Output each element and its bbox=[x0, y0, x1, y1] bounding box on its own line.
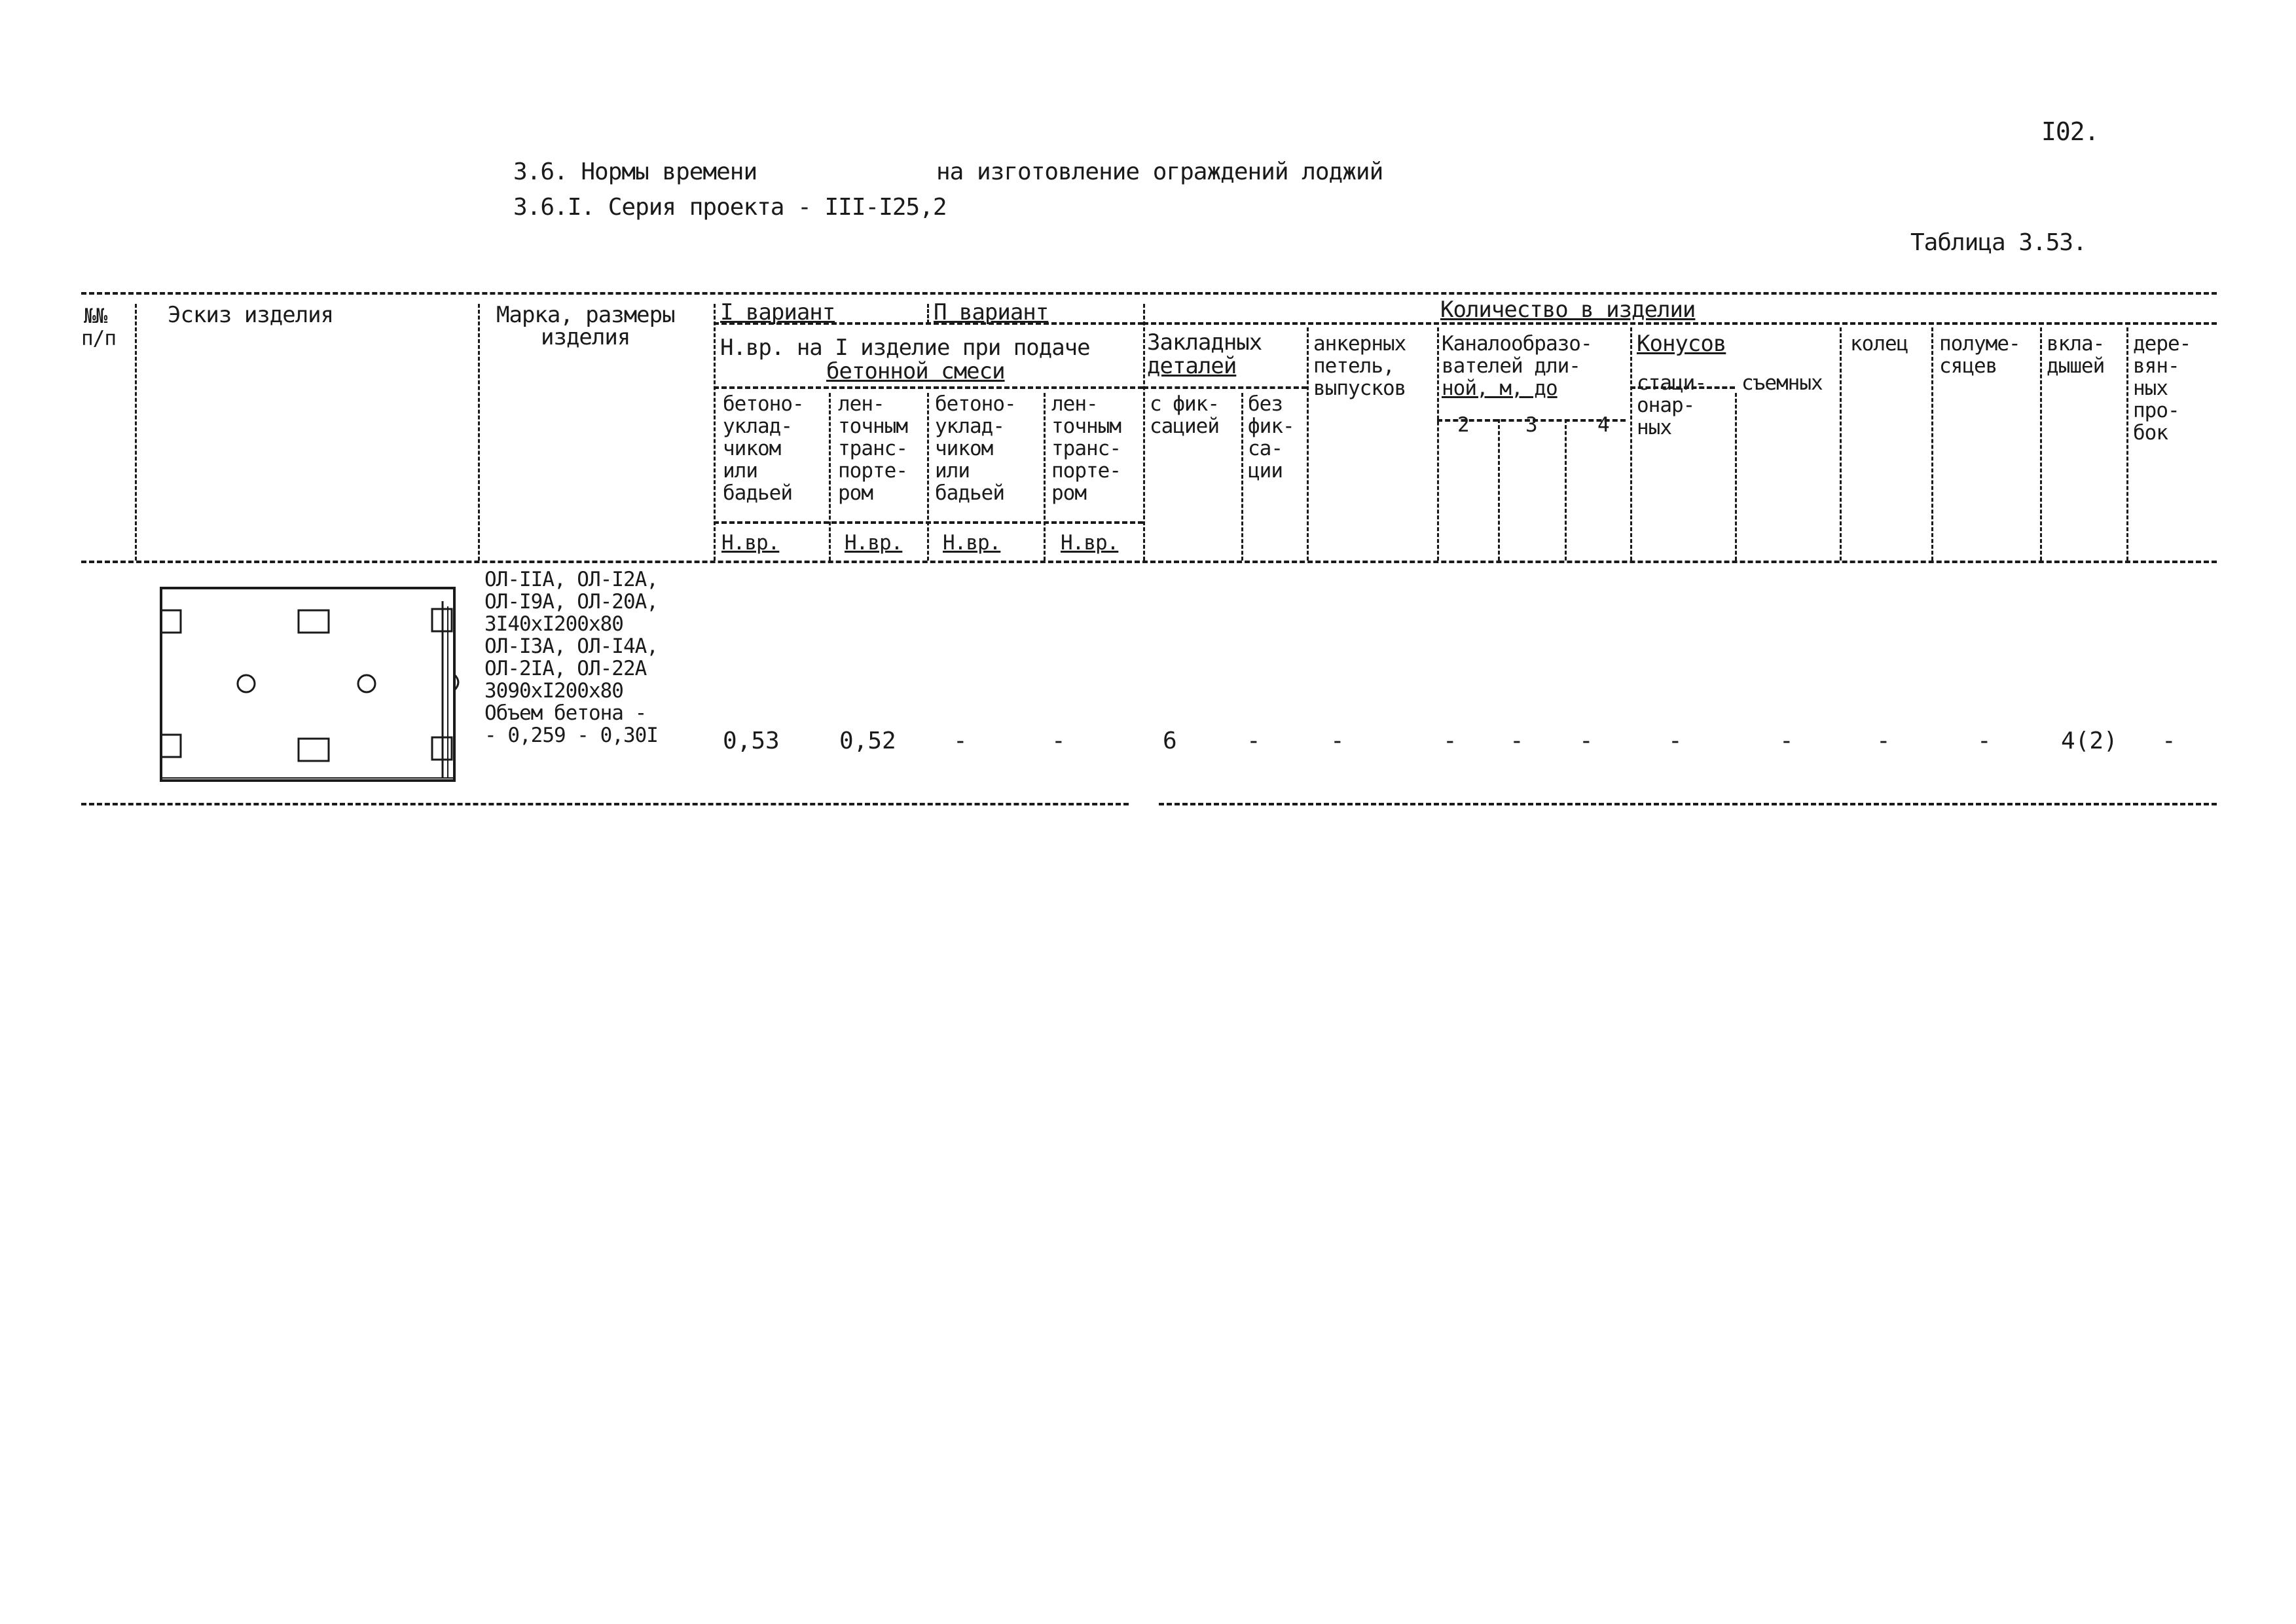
num-header: №№ bbox=[84, 304, 107, 328]
col-sep bbox=[829, 393, 831, 561]
col-sep bbox=[927, 304, 929, 323]
val-v1-beton: 0,53 bbox=[723, 728, 780, 754]
col-sep bbox=[1840, 327, 1842, 561]
val-derev: - bbox=[2162, 728, 2176, 754]
table-bottom-rule-right bbox=[1159, 803, 2217, 805]
val-v2-lent: - bbox=[1051, 728, 1066, 754]
val-polumes: - bbox=[1977, 728, 1992, 754]
section-title-cont: на изготовление ограждений лоджий bbox=[936, 158, 1383, 185]
val-s-fiks: 6 bbox=[1163, 728, 1177, 754]
marka-header: Марка, размеры bbox=[496, 302, 675, 328]
col-sep bbox=[1307, 327, 1309, 561]
unit-v2-lent: Н.вр. bbox=[1061, 531, 1119, 555]
semnyh-header: съемных bbox=[1741, 371, 1823, 395]
val-vkladysh: 4(2) bbox=[2061, 728, 2118, 754]
val-kan4: - bbox=[1579, 728, 1594, 754]
num-header-sub: п/п bbox=[81, 327, 116, 350]
kanalo-header-3: ной, м, до bbox=[1442, 377, 1558, 400]
kanalo-sub-3: 3 bbox=[1525, 413, 1537, 437]
hvr-header-sub: бетонной смеси bbox=[826, 358, 1005, 384]
kolec-header: колец bbox=[1850, 332, 1908, 356]
kanalo-sub-2: 2 bbox=[1457, 413, 1469, 437]
val-stac: - bbox=[1668, 728, 1683, 754]
val-kan2: - bbox=[1443, 728, 1457, 754]
quantity-header: Количество в изделии bbox=[1440, 297, 1696, 323]
unit-v1-lent: Н.вр. bbox=[845, 531, 903, 555]
val-kan3: - bbox=[1510, 728, 1524, 754]
col-sep bbox=[1241, 393, 1243, 561]
col-sep bbox=[1143, 304, 1145, 561]
product-sketch bbox=[151, 583, 465, 787]
col-sep bbox=[478, 304, 480, 561]
zaklad-header: Закладных bbox=[1147, 329, 1262, 356]
page-number: I02. bbox=[2041, 117, 2099, 146]
val-v1-lent: 0,52 bbox=[839, 728, 896, 754]
col-sep bbox=[1931, 327, 1933, 561]
col-sep bbox=[2040, 327, 2042, 561]
col-sep bbox=[1498, 419, 1500, 561]
hvr-header: Н.вр. на I изделие при подаче bbox=[720, 335, 1090, 361]
col-sep bbox=[1630, 327, 1632, 561]
variant-1-header: I вариант bbox=[720, 299, 835, 325]
col-sep bbox=[1044, 393, 1046, 561]
series-title: 3.6.I. Серия проекта - III-I25,2 bbox=[513, 194, 947, 221]
marka-header-sub: изделия bbox=[541, 324, 630, 350]
col-sep bbox=[2126, 327, 2128, 561]
col-sep bbox=[135, 304, 137, 561]
variant-2-header: П вариант bbox=[934, 299, 1049, 325]
col-sep bbox=[1565, 419, 1567, 561]
val-semnyh: - bbox=[1779, 728, 1794, 754]
konus-header: Конусов bbox=[1637, 331, 1726, 357]
zaklad-header-rule bbox=[1143, 386, 1307, 389]
section-title: 3.6. Нормы времени bbox=[513, 158, 757, 185]
val-v2-beton: - bbox=[953, 728, 968, 754]
table-bottom-rule-left bbox=[81, 803, 1129, 805]
table-label: Таблица 3.53. bbox=[1910, 229, 2086, 256]
kanalo-header: Каналообразо- bbox=[1442, 332, 1592, 356]
val-kolec: - bbox=[1876, 728, 1891, 754]
col-sep bbox=[714, 304, 716, 561]
sketch-header: Эскиз изделия bbox=[168, 302, 334, 328]
unit-v2-beton: Н.вр. bbox=[943, 531, 1001, 555]
col-sep bbox=[927, 393, 929, 561]
col-sep bbox=[1437, 327, 1439, 561]
col-sep bbox=[1735, 393, 1737, 561]
kanalo-sub-4: 4 bbox=[1597, 413, 1609, 437]
kanalo-header-2: вателей дли- bbox=[1442, 354, 1580, 378]
table-top-rule bbox=[81, 292, 2217, 295]
header-bottom-rule bbox=[81, 561, 2217, 563]
val-ankernyh: - bbox=[1330, 728, 1345, 754]
hvr-header-rule bbox=[714, 386, 1143, 389]
zaklad-header-sub: деталей bbox=[1147, 353, 1237, 379]
val-bez-fiks: - bbox=[1247, 728, 1261, 754]
unit-v1-beton: Н.вр. bbox=[721, 531, 780, 555]
